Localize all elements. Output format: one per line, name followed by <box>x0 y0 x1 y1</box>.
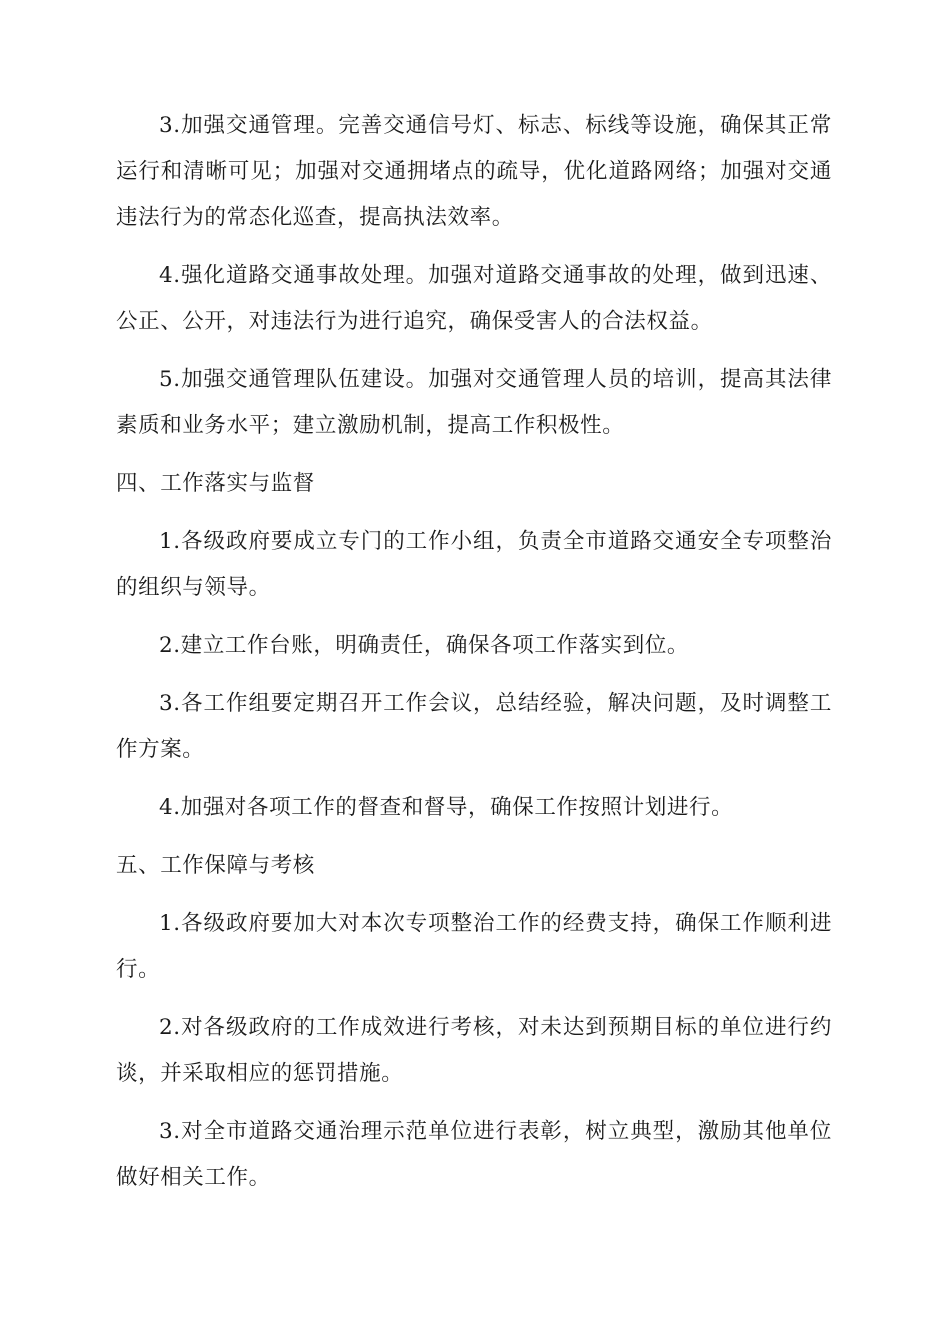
paragraph-team-building: 5.加强交通管理队伍建设。加强对交通管理人员的培训，提高其法律素质和业务水平；建立激励机制，提高工作积极性。 <box>116 367 832 438</box>
paragraph-funding: 1.各级政府要加大对本次专项整治工作的经费支持，确保工作顺利进行。 <box>116 911 832 982</box>
paragraph-commendation: 3.对全市道路交通治理示范单位进行表彰，树立典型，激励其他单位做好相关工作。 <box>116 1119 832 1190</box>
section-heading-guarantee: 五、工作保障与考核 <box>116 853 315 878</box>
paragraph-assessment: 2.对各级政府的工作成效进行考核，对未达到预期目标的单位进行约谈，并采取相应的惩罚措施。 <box>116 1015 832 1086</box>
paragraph-work-meetings: 3.各工作组要定期召开工作会议，总结经验，解决问题，及时调整工作方案。 <box>116 691 832 762</box>
paragraph-traffic-management: 3.加强交通管理。完善交通信号灯、标志、标线等设施，确保其正常运行和清晰可见；加强对交通拥堵点的疏导，优化道路网络；加强对交通违法行为的常态化巡查，提高执法效率。 <box>116 113 832 230</box>
section-heading-implementation: 四、工作落实与监督 <box>116 471 315 496</box>
paragraph-accident-handling: 4.强化道路交通事故处理。加强对道路交通事故的处理，做到迅速、公正、公开，对违法行为进行追究，确保受害人的合法权益。 <box>116 263 832 334</box>
paragraph-working-group: 1.各级政府要成立专门的工作小组，负责全市道路交通安全专项整治的组织与领导。 <box>116 529 832 600</box>
paragraph-supervision: 4.加强对各项工作的督查和督导，确保工作按照计划进行。 <box>159 795 734 820</box>
document-body <box>116 103 832 1213</box>
paragraph-work-ledger: 2.建立工作台账，明确责任，确保各项工作落实到位。 <box>159 633 690 658</box>
